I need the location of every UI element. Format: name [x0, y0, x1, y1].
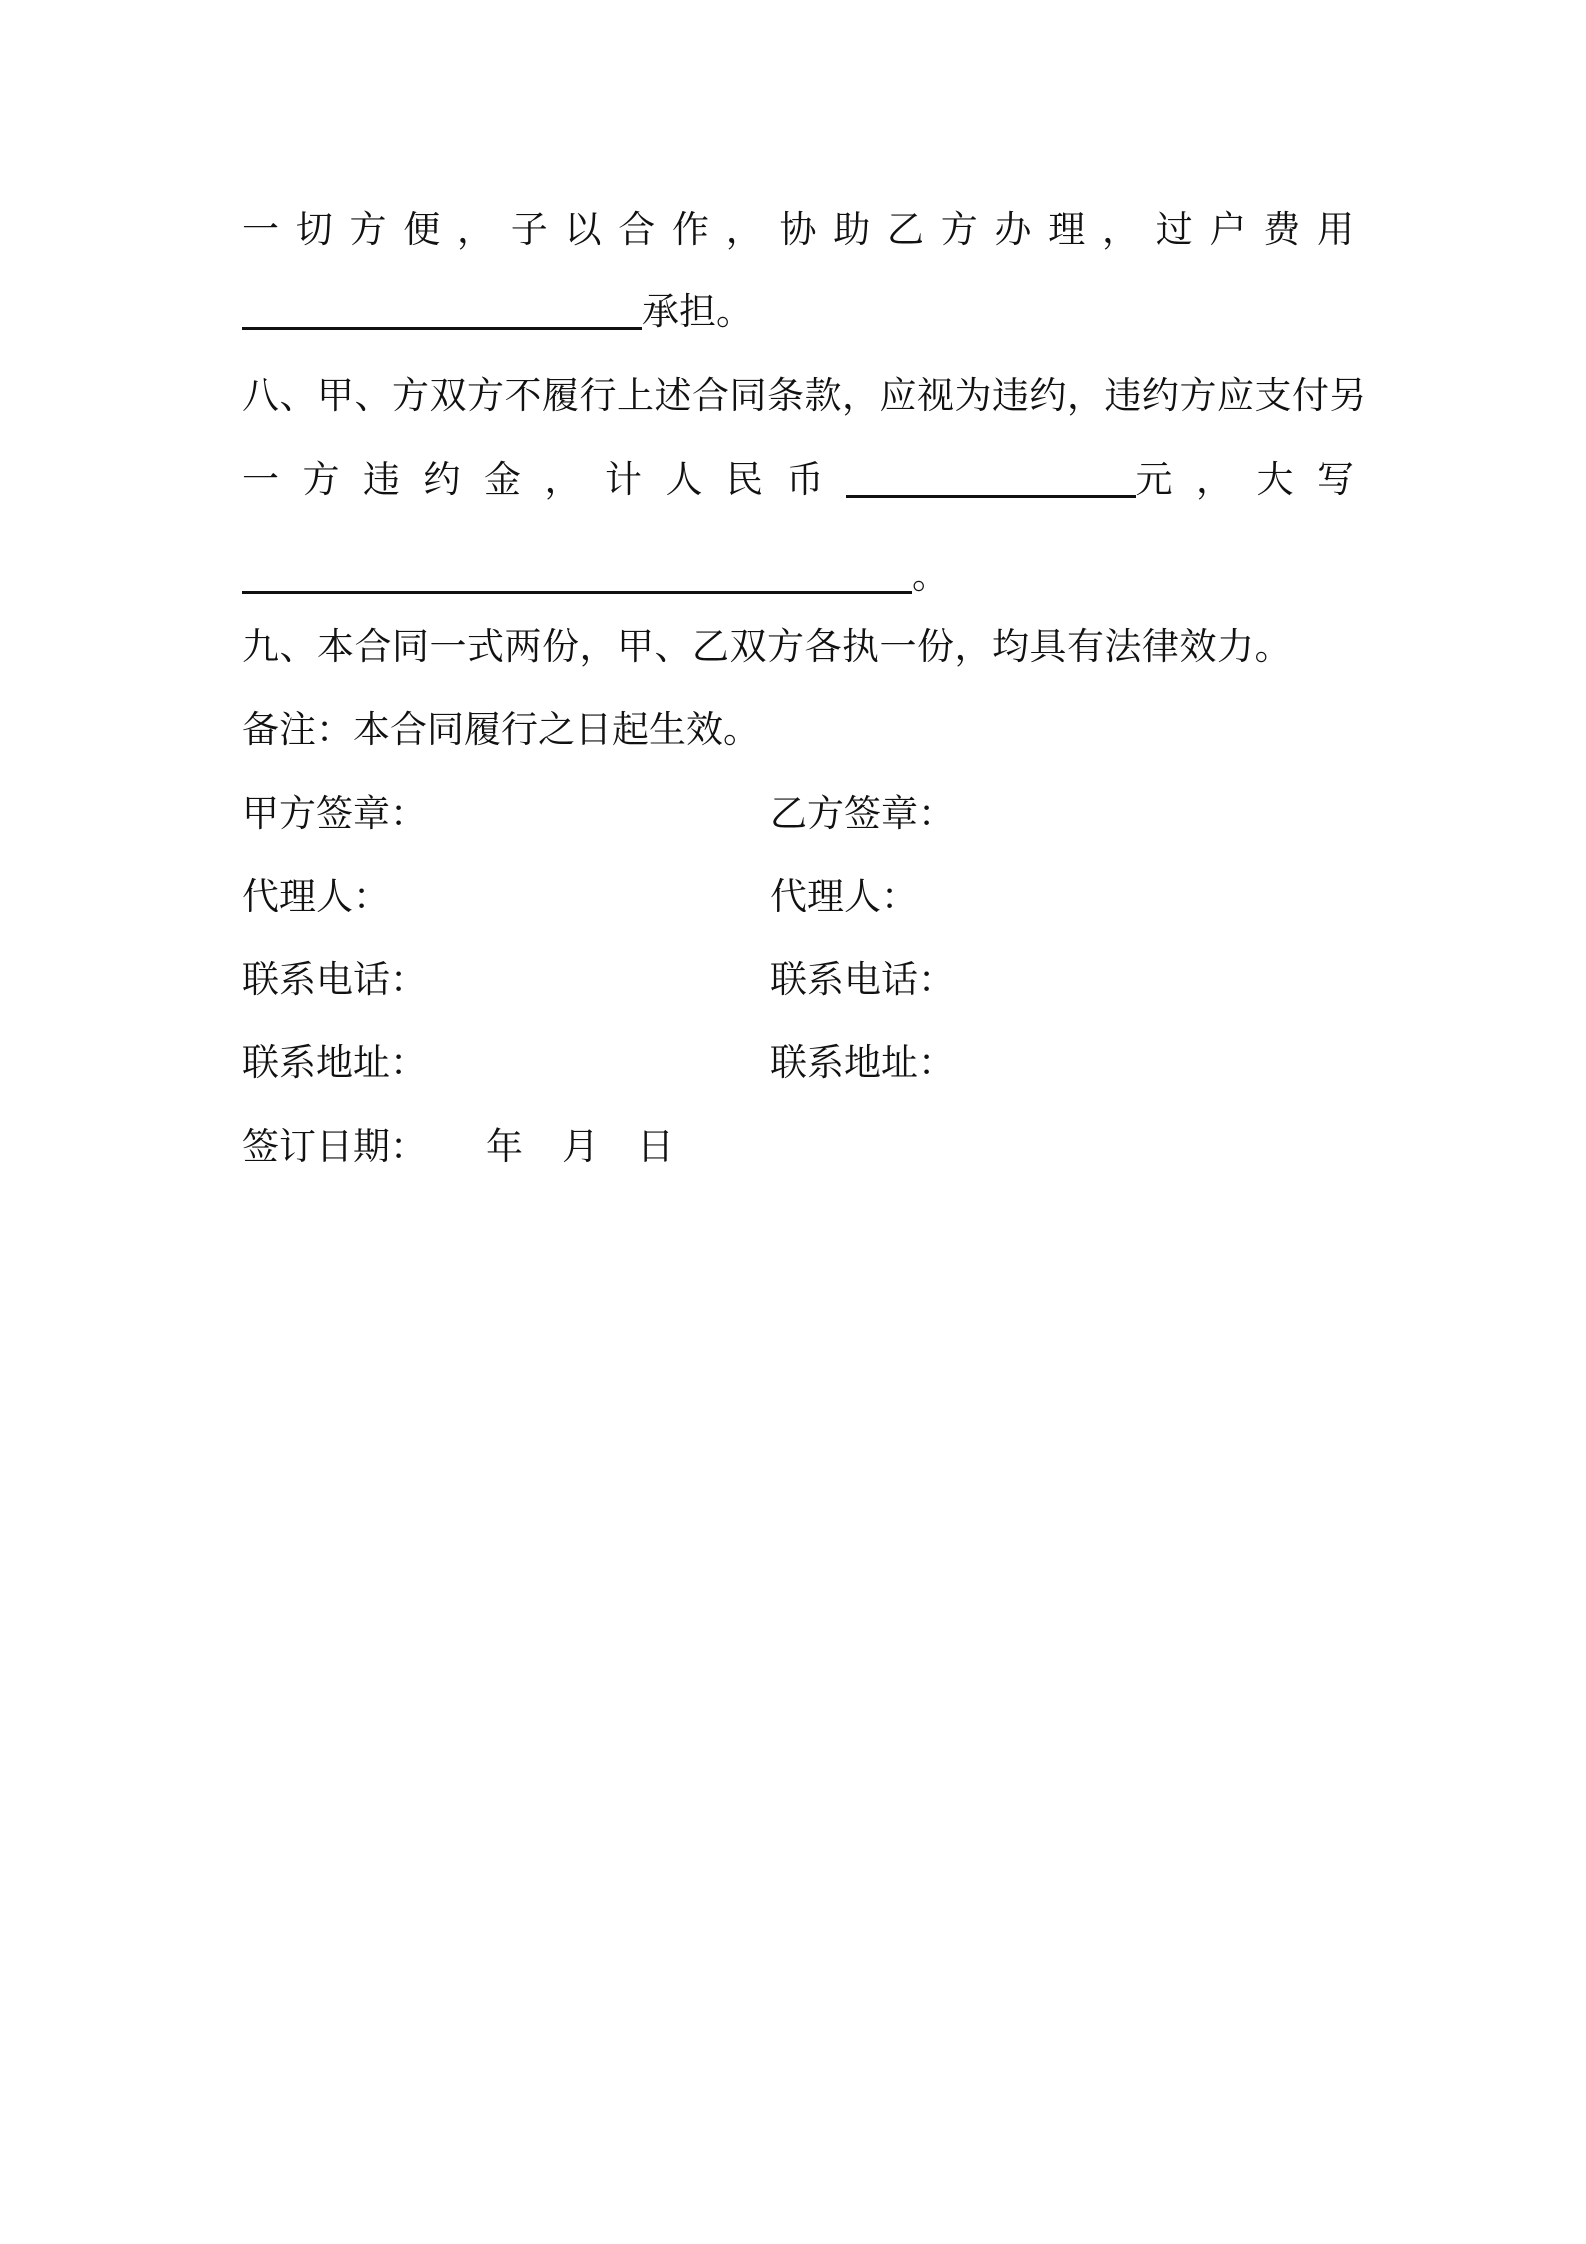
party-b-seal-label: 乙方签章：	[770, 792, 955, 835]
party-a-address-label: 联系地址：	[242, 1041, 427, 1084]
note-line	[242, 700, 1354, 760]
clause8-char: 金	[484, 458, 521, 501]
clause7-char: 办	[994, 208, 1032, 251]
clause8-line3	[242, 546, 1354, 606]
penalty-amount-group	[787, 450, 1173, 510]
note-text: 备注：本合同履行之日起生效。	[242, 708, 760, 751]
clause7-suffix: 承担。	[642, 290, 753, 333]
penalty-amount-blank[interactable]	[846, 455, 1136, 498]
year-label: 年	[486, 1125, 523, 1168]
clause7-char: 费	[1263, 208, 1301, 251]
clause8-char: 写	[1317, 458, 1354, 501]
party-a-agent-label: 代理人：	[242, 875, 390, 918]
clause7-char: 乙	[887, 208, 924, 251]
clause8-text: 八、甲、方双方不履行上述合同条款，应视为违约，违约方应支付另	[242, 374, 1367, 417]
clause7-char: ，	[1102, 208, 1139, 251]
clause8-char: 约	[423, 458, 461, 501]
party-b-address-label: 联系地址：	[770, 1041, 955, 1084]
clause7-char: 过	[1155, 208, 1193, 251]
sign-date-label: 签订日期：	[242, 1125, 427, 1168]
clause7-char: 方	[940, 208, 978, 251]
clause7-char: 方	[349, 208, 387, 251]
party-b-phone-label: 联系电话：	[770, 958, 955, 1001]
transfer-fee-party-blank[interactable]	[242, 287, 642, 330]
clause8-line2	[242, 450, 1354, 510]
clause8-char: ，	[1196, 458, 1233, 501]
clause8-line1	[242, 366, 1367, 426]
clause7-char: 子	[510, 208, 548, 251]
party-a-seal-label: 甲方签章：	[242, 792, 427, 835]
penalty-amount-uppercase-blank[interactable]	[242, 551, 912, 594]
day-label: 日	[637, 1125, 674, 1168]
clause7-char: ，	[725, 208, 763, 251]
clause8-char: 计	[605, 458, 642, 501]
clause7-line2	[242, 282, 1354, 342]
clause8-char: 民	[726, 458, 763, 501]
clause7-char: 户	[1209, 208, 1247, 251]
clause8-char: 币	[786, 458, 824, 501]
party-b-agent-label: 代理人：	[770, 875, 918, 918]
clause9-line	[242, 617, 1354, 677]
clause7-line1	[242, 200, 1354, 260]
clause7-char: 作	[672, 208, 709, 251]
clause7-char: 理	[1048, 208, 1086, 251]
clause7-char: 助	[833, 208, 871, 251]
clause7-char: ，	[457, 208, 494, 251]
clause8-char: 方	[302, 458, 340, 501]
clause7-char: 用	[1317, 208, 1354, 251]
clause8-char: 人	[665, 458, 703, 501]
clause8-period: 。	[912, 554, 949, 597]
yuan-label: 元	[1135, 458, 1173, 501]
month-label: 月	[562, 1125, 599, 1168]
clause7-char: 以	[564, 208, 602, 251]
clause7-char: 便	[403, 208, 441, 251]
clause8-char: 违	[363, 458, 400, 501]
party-a-phone-label: 联系电话：	[242, 958, 427, 1001]
clause7-char: 一	[242, 208, 279, 251]
clause7-char: 切	[295, 208, 333, 251]
clause8-char: 一	[242, 458, 279, 501]
clause7-char: 合	[618, 208, 656, 251]
clause9-text: 九、本合同一式两份，甲、乙双方各执一份，均具有法律效力。	[242, 625, 1292, 668]
clause8-char: ，	[544, 458, 582, 501]
clause7-char: 协	[779, 208, 817, 251]
clause8-char: 大	[1256, 458, 1294, 501]
